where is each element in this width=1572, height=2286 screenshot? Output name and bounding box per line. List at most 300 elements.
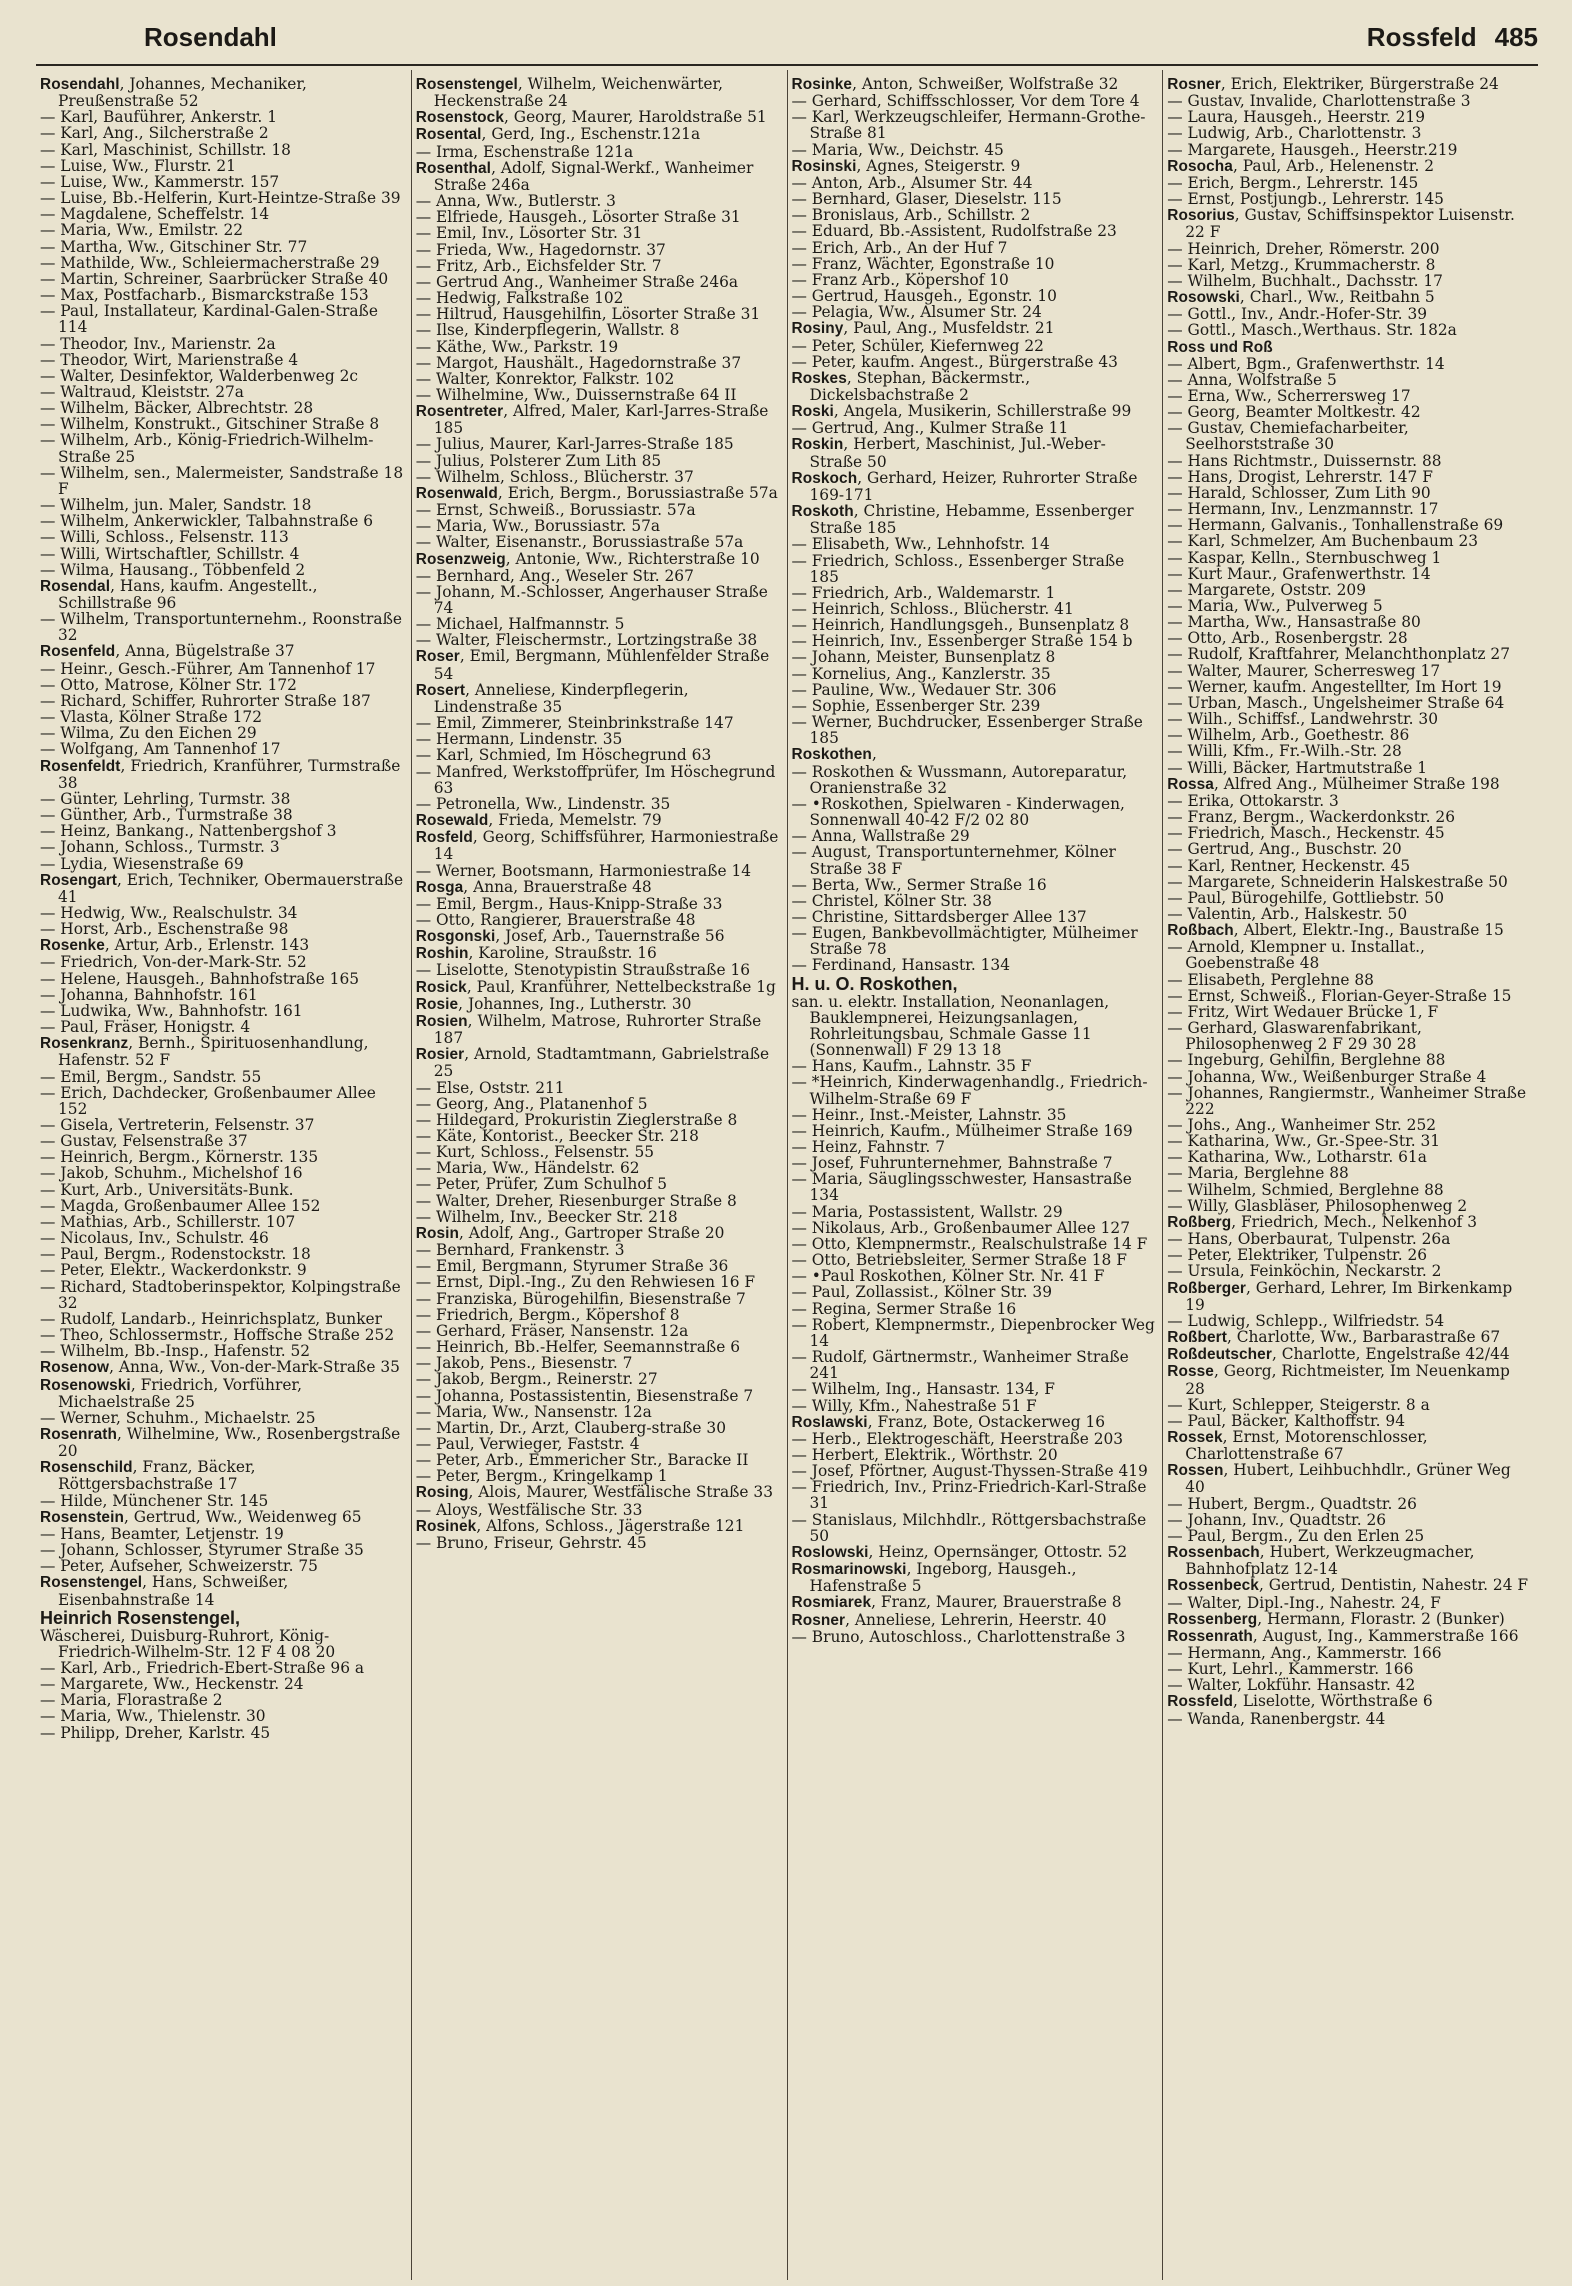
directory-entry: — Erich, Arb., An der Huf 7 xyxy=(791,238,1008,257)
directory-entry: — Maria, Ww., Deichstr. 45 xyxy=(791,140,1004,159)
directory-entry: — Maria, Säuglingsschwester, Hansastraße 134 xyxy=(791,1170,1132,1205)
directory-entry: — Martha, Ww., Hansastraße 80 xyxy=(1167,613,1421,632)
directory-entry: — Walter, Dreher, Riesenburger Straße 8 xyxy=(415,1191,737,1210)
directory-entry: — Paul, Verwieger, Faststr. 4 xyxy=(415,1434,640,1453)
directory-entry: — Gisela, Vertreterin, Felsenstr. 37 xyxy=(40,1116,315,1134)
directory-entry: — Wilhelm, Schloss., Blücherstr. 37 xyxy=(415,467,694,486)
column-2 xyxy=(412,70,788,2280)
directory-entry: — Rudolf, Landarb., Heinrichsplatz, Bunker xyxy=(40,1309,383,1328)
directory-entry: — Arnold, Klempner u. Installat., Goebenstraße 48 xyxy=(1167,938,1425,973)
directory-entry: — Peter, Arb., Emmericher Str., Baracke II xyxy=(415,1451,749,1470)
directory-entry: Rossenbeck, Gertrud, Dentistin, Nahestr. 24 F xyxy=(1167,1576,1529,1595)
directory-entry: Roser, Emil, Bergmann, Mühlenfelder Straße 54 xyxy=(415,647,770,683)
directory-entry: — Nikolaus, Arb., Großenbaumer Allee 127 xyxy=(791,1218,1131,1237)
directory-entry: Rosner, Erich, Elektriker, Bürgerstraße 24 xyxy=(1167,75,1499,93)
directory-entry: — Heinr., Gesch.-Führer, Am Tannenhof 17 xyxy=(40,659,376,678)
directory-entry: — Walter, Desinfektor, Walderbenweg 2c xyxy=(40,366,359,385)
directory-entry: — Magdalene, Scheffelstr. 14 xyxy=(40,205,270,224)
directory-entry: — Günter, Lehrling, Turmstr. 38 xyxy=(40,789,291,808)
directory-entry: — Sophie, Essenberger Str. 239 xyxy=(791,696,1041,715)
directory-entry: — Willy, Glasbläser, Philosophenweg 2 xyxy=(1167,1196,1468,1215)
directory-entry: — Theodor, Wirt, Marienstraße 4 xyxy=(40,350,299,369)
directory-entry: Roskoth, Christine, Hebamme, Essenberger Straße 185 xyxy=(791,502,1134,538)
directory-entry: — Hermann, Inv., Lenzmannstr. 17 xyxy=(1167,500,1439,519)
directory-entry: — Friedrich, Masch., Heckenstr. 45 xyxy=(1167,824,1445,843)
directory-entry: — Julius, Maurer, Karl-Jarres-Straße 185 xyxy=(415,435,734,454)
directory-entry: — Gerhard, Fräser, Nansenstr. 12a xyxy=(415,1321,689,1340)
directory-entry: — Wilhelm, Arb., Goethestr. 86 xyxy=(1167,726,1410,745)
directory-entry: — Horst, Arb., Eschenstraße 98 xyxy=(40,920,289,939)
directory-entry: — Jakob, Pens., Biesenstr. 7 xyxy=(415,1354,633,1373)
directory-entry: Rosocha, Paul, Arb., Helenenstr. 2 xyxy=(1167,156,1435,175)
directory-entry: — Karl, Arb., Friedrich-Ebert-Straße 96 a xyxy=(40,1659,365,1677)
directory-entry: — Peter, Elektriker, Tulpenstr. 26 xyxy=(1167,1246,1428,1265)
directory-entry: Rosier, Arnold, Stadtamtmann, Gabrielstraße 25 xyxy=(415,1045,770,1081)
directory-entry: — Franz Arb., Köpershof 10 xyxy=(791,270,1009,289)
directory-entry: — Wilma, Hausang., Többenfeld 2 xyxy=(40,560,306,579)
directory-entry: — Gerhard, Schiffsschlosser, Vor dem Tore 4 xyxy=(791,92,1140,111)
directory-entry: — Erna, Ww., Scherrersweg 17 xyxy=(1167,386,1411,405)
directory-entry: Rosenowski, Friedrich, Vorführer, Michaelstraße 25 xyxy=(40,1375,302,1411)
directory-entry: — Gertrud, Ang., Kulmer Straße 11 xyxy=(791,419,1069,438)
directory-entry: Rosenfeldt, Friedrich, Kranführer, Turmstraße 38 xyxy=(40,756,401,792)
directory-entry: — Margarete, Oststr. 209 xyxy=(1167,580,1367,599)
directory-entry: — Walter, Fleischermstr., Lortzingstraße 38 xyxy=(415,631,758,650)
directory-entry: — Werner, Schuhm., Michaelstr. 25 xyxy=(40,1408,316,1427)
directory-entry: — Petronella, Ww., Lindenstr. 35 xyxy=(415,794,671,813)
directory-entry: — Peter, kaufm. Angest., Bürgerstraße 43 xyxy=(791,352,1118,371)
directory-entry: — Heinrich, Bergm., Körnerstr. 135 xyxy=(40,1148,319,1167)
directory-entry: — Ludwig, Schlepp., Wilfriedstr. 54 xyxy=(1167,1311,1445,1330)
directory-entry: Roslawski, Franz, Bote, Ostackerweg 16 xyxy=(791,1412,1106,1431)
directory-entry: — Maria, Ww., Nansenstr. 12a xyxy=(415,1402,652,1421)
directory-entry: Rosin, Adolf, Ang., Gartroper Straße 20 xyxy=(415,1223,725,1242)
directory-entry: — Anton, Arb., Alsumer Str. 44 xyxy=(791,173,1033,192)
directory-entry: — Heinrich, Bb.-Helfer, Seemannstraße 6 xyxy=(415,1338,740,1357)
directory-entry: — Karl, Schmied, Im Höschegrund 63 xyxy=(415,746,712,765)
directory-entry: — Katharina, Ww., Gr.-Spee-Str. 31 xyxy=(1167,1132,1441,1151)
directory-entry: — Johann, Inv., Quadtstr. 26 xyxy=(1167,1510,1387,1529)
directory-entry: — Georg, Beamter Moltkestr. 42 xyxy=(1167,403,1421,422)
directory-entry: — Johanna, Postassistentin, Biesenstraße 7 xyxy=(415,1386,754,1405)
directory-entry: H. u. O. Roskothen, xyxy=(791,973,958,994)
directory-entry: — Theodor, Inv., Marienstr. 2a xyxy=(40,334,276,353)
directory-entry: — Kurt, Arb., Universitäts-Bunk. xyxy=(40,1180,294,1199)
directory-entry: — Heinrich, Dreher, Römerstr. 200 xyxy=(1167,239,1440,258)
directory-entry: — Peter, Schüler, Kiefernweg 22 xyxy=(791,336,1044,355)
directory-entry: — Vlasta, Kölner Straße 172 xyxy=(40,708,262,727)
directory-entry: — Urban, Masch., Ungelsheimer Straße 64 xyxy=(1167,693,1505,712)
directory-entry: — Paul, Zollassist., Kölner Str. 39 xyxy=(791,1283,1053,1302)
directory-entry: — Margarete, Ww., Heckenstr. 24 xyxy=(40,1675,304,1694)
directory-entry: Rosing, Alois, Maurer, Westfälische Straße 33 xyxy=(415,1483,773,1502)
directory-entry: Rosenrath, Wilhelmine, Ww., Rosenbergstraße 20 xyxy=(40,1424,401,1461)
directory-entry: — Bernhard, Glaser, Dieselstr. 115 xyxy=(791,190,1062,209)
directory-entry: — Luise, Ww., Kammerstr. 157 xyxy=(40,172,280,191)
directory-entry: Rosenkranz, Bernh., Spirituosenhandlung, Hafenstr. 52 F xyxy=(40,1034,369,1070)
directory-entry: — Bruno, Friseur, Gehrstr. 45 xyxy=(415,1533,647,1552)
directory-entry: — Franz, Bergm., Wackerdonkstr. 26 xyxy=(1167,808,1455,827)
directory-entry: Roßbert, Charlotte, Ww., Barbarastraße 67 xyxy=(1167,1328,1501,1347)
directory-entry: — Rudolf, Kraftfahrer, Melanchthonplatz 27 xyxy=(1167,645,1511,664)
directory-entry: Rosinke, Anton, Schweißer, Wolfstraße 32 xyxy=(791,75,1119,93)
directory-entry: — Walter, Eisenanstr., Borussiastraße 57a xyxy=(415,533,744,552)
directory-entry: — Eugen, Bankbevollmächtigter, Mülheimer Straße 78 xyxy=(791,924,1138,959)
directory-entry: Rosenthal, Adolf, Signal-Werkf., Wanheimer Straße 246a xyxy=(415,158,754,194)
directory-entry: Rosenzweig, Antonie, Ww., Richterstraße 10 xyxy=(415,549,760,568)
directory-entry: Rossa, Alfred Ang., Mülheimer Straße 198 xyxy=(1167,774,1500,793)
directory-entry: — Herb., Elektrogeschäft, Heerstraße 203 xyxy=(791,1429,1124,1448)
directory-entry: — Ernst, Dipl.-Ing., Zu den Rehwiesen 16 F xyxy=(415,1273,756,1292)
directory-entry: — Werner, Bootsmann, Harmoniestraße 14 xyxy=(415,861,752,880)
directory-entry: — Wilhelm, sen., Malermeister, Sandstraße 18 F xyxy=(40,463,404,498)
directory-entry: — Heinr., Inst.-Meister, Lahnstr. 35 xyxy=(791,1105,1067,1124)
directory-entry: Rosenstengel, Wilhelm, Weichenwärter, Heckenstraße 24 xyxy=(415,75,724,111)
directory-entry: Roßberg, Friedrich, Mech., Nelkenhof 3 xyxy=(1167,1212,1477,1231)
directory-entry: Rosenfeld, Anna, Bügelstraße 37 xyxy=(40,642,295,661)
directory-entry: — Luise, Ww., Flurstr. 21 xyxy=(40,156,236,175)
directory-entry: — Gerhard, Glaswarenfabrikant, Philosophenweg 2 F 29 30 28 xyxy=(1167,1019,1422,1054)
directory-entry: Rosenstein, Gertrud, Ww., Weidenweg 65 xyxy=(40,1507,362,1526)
directory-entry: — Anna, Wallstraße 29 xyxy=(791,827,970,846)
directory-entry: — Laura, Hausgeh., Heerstr. 219 xyxy=(1167,108,1426,127)
directory-entry: — Paul, Bergm., Rodenstockstr. 18 xyxy=(40,1245,311,1264)
directory-entry: Rosinski, Agnes, Steigerstr. 9 xyxy=(791,156,1021,175)
directory-entry: — •Roskothen, Spielwaren - Kinderwagen, Sonnenwall 40-42 F/2 02 80 xyxy=(791,794,1125,830)
directory-entry: — Magda, Großenbaumer Allee 152 xyxy=(40,1196,321,1215)
directory-entry: — Hans, Kaufm., Lahnstr. 35 F xyxy=(791,1057,1032,1076)
directory-entry: — Luise, Bb.-Helferin, Kurt-Heintze-Straße 39 xyxy=(40,189,401,208)
directory-entry: Rosenow, Anna, Ww., Von-der-Mark-Straße 35 xyxy=(40,1358,400,1377)
directory-entry: — Martin, Schreiner, Saarbrücker Straße 40 xyxy=(40,269,389,288)
directory-entry: — Ludwig, Arb., Charlottenstr. 3 xyxy=(1167,124,1422,143)
directory-entry: — Johs., Ang., Wanheimer Str. 252 xyxy=(1167,1116,1437,1134)
directory-entry: Rosien, Wilhelm, Matrose, Ruhrorter Straße 187 xyxy=(415,1011,762,1048)
directory-entry: — Karl, Ang., Silcherstraße 2 xyxy=(40,124,269,143)
directory-entry: — Gottl., Inv., Andr.-Hofer-Str. 39 xyxy=(1167,305,1428,324)
directory-entry: — Wanda, Ranenbergstr. 44 xyxy=(1167,1709,1386,1728)
directory-entry: Rossenberg, Hermann, Florastr. 2 (Bunker) xyxy=(1167,1609,1505,1628)
directory-entry: Rosengart, Erich, Techniker, Obermauerstraße 41 xyxy=(40,870,404,906)
directory-entry: — Richard, Stadtoberinspektor, Kolpingstraße 32 xyxy=(40,1277,401,1312)
directory-entry: — Paul, Bürogehilfe, Gottliebstr. 50 xyxy=(1167,888,1444,907)
directory-entry: — Johann, Schlosser, Styrumer Straße 35 xyxy=(40,1541,364,1560)
column-3 xyxy=(788,70,1164,2280)
directory-entry: — Hiltrud, Hausgehilfin, Lösorter Straße 31 xyxy=(415,305,761,324)
directory-entry: — Hans Richtmstr., Duissernstr. 88 xyxy=(1167,451,1442,470)
directory-entry: Roßbach, Albert, Elektr.-Ing., Baustraße 15 xyxy=(1167,921,1504,940)
directory-entry: — Kornelius, Ang., Kanzlerstr. 35 xyxy=(791,664,1051,683)
directory-entry: — Jakob, Schuhm., Michelshof 16 xyxy=(40,1164,303,1183)
directory-entry: — Maria, Ww., Pulverweg 5 xyxy=(1167,597,1383,615)
directory-entry: Rosner, Anneliese, Lehrerin, Heerstr. 40 xyxy=(791,1610,1107,1629)
directory-entry: — Robert, Klempnermstr., Diepenbrocker Weg 14 xyxy=(791,1315,1155,1350)
directory-entry: — Franziska, Bürogehilfin, Biesenstraße 7 xyxy=(415,1289,746,1308)
directory-entry: — Kaspar, Kelln., Sternbuschweg 1 xyxy=(1167,548,1442,567)
directory-entry: — Ingeburg, Gehilfin, Berglehne 88 xyxy=(1167,1051,1446,1070)
directory-entry: — Heinrich, Kaufm., Mülheimer Straße 169 xyxy=(791,1121,1133,1140)
directory-entry: — Hans, Drogist, Lehrerstr. 147 F xyxy=(1167,467,1433,486)
directory-entry: — Ilse, Kinderpflegerin, Wallstr. 8 xyxy=(415,321,680,340)
directory-entry: — Georg, Ang., Platanenhof 5 xyxy=(415,1094,648,1113)
directory-entry: — Bernhard, Ang., Weseler Str. 267 xyxy=(415,566,694,585)
directory-entry: — Johann, Schloss., Turmstr. 3 xyxy=(40,838,280,857)
directory-entry: — Helene, Hausgeh., Bahnhofstraße 165 xyxy=(40,969,360,988)
directory-entry: — Gertrud, Ang., Buschstr. 20 xyxy=(1167,840,1402,859)
directory-entry: — Paul, Bäcker, Kalthoffstr. 94 xyxy=(1167,1411,1405,1430)
directory-entry: — Kurt, Schloss., Felsenstr. 55 xyxy=(415,1143,655,1162)
directory-entry: — Margot, Haushält., Hagedornstraße 37 xyxy=(415,353,742,372)
directory-entry: — Else, Oststr. 211 xyxy=(415,1078,565,1097)
directory-entry: — Theo, Schlossermstr., Hoffsche Straße 252 xyxy=(40,1326,395,1345)
directory-entry: — Wilhelm, Schmied, Berglehne 88 xyxy=(1167,1180,1444,1199)
directory-entry: — Katharina, Ww., Lotharstr. 61a xyxy=(1167,1148,1427,1167)
directory-entry: — Max, Postfacharb., Bismarckstraße 153 xyxy=(40,286,369,305)
directory-entry: Rosendahl, Johannes, Mechaniker, Preußenstraße 52 xyxy=(40,75,307,111)
directory-entry: — Frieda, Ww., Hagedornstr. 37 xyxy=(415,240,666,259)
directory-entry: — Bronislaus, Arb., Schillstr. 2 xyxy=(791,206,1031,225)
directory-entry: — Anna, Ww., Butlerstr. 3 xyxy=(415,192,616,211)
directory-entry: — Johanna, Ww., Weißenburger Straße 4 xyxy=(1167,1067,1487,1086)
directory-entry: Roskes, Stephan, Bäckermstr., Dickelsbachstraße 2 xyxy=(791,368,1031,404)
directory-entry: Rosiny, Paul, Ang., Musfeldstr. 21 xyxy=(791,319,1055,338)
directory-entry: — Heinrich, Inv., Essenberger Straße 154 b xyxy=(791,632,1133,651)
directory-entry: — Franz, Wächter, Egonstraße 10 xyxy=(791,254,1055,273)
directory-entry: Roßberger, Gerhard, Lehrer, Im Birkenkamp 19 xyxy=(1167,1278,1513,1314)
directory-entry: — Otto, Rangierer, Brauerstraße 48 xyxy=(415,910,696,929)
directory-entry: Roski, Angela, Musikerin, Schillerstraße 99 xyxy=(791,402,1132,421)
directory-entry: Rosenke, Artur, Arb., Erlenstr. 143 xyxy=(40,936,310,955)
directory-entry: — Rudolf, Gärtnermstr., Wanheimer Straße 241 xyxy=(791,1348,1129,1383)
directory-entry: — Irma, Eschenstraße 121a xyxy=(415,142,634,161)
directory-entry: — Richard, Schiffer, Ruhrorter Straße 187 xyxy=(40,691,371,710)
page-header xyxy=(36,22,1538,62)
directory-entry: — Maria, Ww., Thielenstr. 30 xyxy=(40,1707,266,1726)
directory-entry: — Wilhelm, Buchhalt., Dachsstr. 17 xyxy=(1167,271,1443,290)
directory-entry: — Harald, Schlosser, Zum Lith 90 xyxy=(1167,483,1431,502)
directory-entry: — Karl, Bauführer, Ankerstr. 1 xyxy=(40,108,277,127)
directory-entry: Rosert, Anneliese, Kinderpflegerin, Lindenstraße 35 xyxy=(415,680,689,716)
directory-entry: Rosfeld, Georg, Schiffsführer, Harmoniestraße 14 xyxy=(415,828,779,864)
directory-entry: — Hubert, Bergm., Quadtstr. 26 xyxy=(1167,1494,1417,1513)
directory-entry: Rosse, Georg, Richtmeister, Im Neuenkamp 28 xyxy=(1167,1362,1510,1398)
directory-entry: — Wilma, Zu den Eichen 29 xyxy=(40,724,257,743)
directory-entry: — Johannes, Rangiermstr., Wanheimer Straße 222 xyxy=(1167,1083,1527,1118)
directory-entry: — Emil, Bergmann, Styrumer Straße 36 xyxy=(415,1257,729,1276)
header-right-keyword: Rossfeld xyxy=(1366,22,1477,52)
directory-entry: Rossenrath, August, Ing., Kammerstraße 166 xyxy=(1167,1626,1519,1645)
directory-entry: — Maria, Florastraße 2 xyxy=(40,1691,223,1710)
directory-entry: — •Paul Roskothen, Kölner Str. Nr. 41 F xyxy=(791,1267,1105,1286)
directory-entry: — Berta, Ww., Sermer Straße 16 xyxy=(791,875,1047,894)
directory-entry: — Emil, Bergm., Haus-Knipp-Straße 33 xyxy=(415,894,723,913)
directory-entry: — Paul, Installateur, Kardinal-Galen-Straße 114 xyxy=(40,302,378,337)
directory-entry: — Willi, Schloss., Felsenstr. 113 xyxy=(40,528,289,547)
directory-entry: — Elisabeth, Perglehne 88 xyxy=(1167,970,1374,989)
directory-entry: Rosmiarek, Franz, Maurer, Brauerstraße 8 xyxy=(791,1593,1122,1612)
directory-entry: — Walter, Lokführ. Hansastr. 42 xyxy=(1167,1676,1416,1695)
directory-entry: — Karl, Schmelzer, Am Buchenbaum 23 xyxy=(1167,532,1479,551)
directory-entry: — Johanna, Bahnhofstr. 161 xyxy=(40,985,258,1004)
directory-entry: Rosga, Anna, Brauerstraße 48 xyxy=(415,877,652,896)
directory-entry: Rossek, Ernst, Motorenschlosser, Charlottenstraße 67 xyxy=(1167,1427,1428,1464)
directory-entry: — Manfred, Werkstoffprüfer, Im Höschegrund 63 xyxy=(415,762,776,797)
directory-entry: — Maria, Ww., Emilstr. 22 xyxy=(40,221,244,240)
directory-entry: Rosenstock, Georg, Maurer, Haroldstraße 51 xyxy=(415,108,767,127)
directory-entry: Rosental, Gerd, Ing., Eschenstr.121a xyxy=(415,125,701,144)
directory-entry: — Ferdinand, Hansastr. 134 xyxy=(791,956,1010,975)
directory-entry: Heinrich Rosenstengel, xyxy=(40,1607,241,1628)
directory-entry: — Elfriede, Hausgeh., Lösorter Straße 31 xyxy=(415,208,741,227)
directory-entry: — Elisabeth, Ww., Lehnhofstr. 14 xyxy=(791,535,1050,554)
directory-entry: — Kurt Maur., Grafenwerthstr. 14 xyxy=(1167,564,1431,583)
directory-entry: Rosgonski, Josef, Arb., Tauernstraße 56 xyxy=(415,927,725,946)
directory-entry: — Friedrich, Bergm., Köpershof 8 xyxy=(415,1305,680,1324)
directory-entry: — Margarete, Hausgeh., Heerstr.219 xyxy=(1167,140,1458,159)
directory-entry: — Hans, Beamter, Letjenstr. 19 xyxy=(40,1524,284,1543)
directory-entry: Rosendal, Hans, kaufm. Angestellt., Schillstraße 96 xyxy=(40,576,318,612)
directory-entry: — Johann, M.-Schlosser, Angerhauser Straße 74 xyxy=(415,582,768,617)
directory-entry: — Otto, Klempnermstr., Realschulstraße 14 F xyxy=(791,1234,1148,1253)
directory-entry: — Regina, Sermer Straße 16 xyxy=(791,1299,1017,1318)
directory-entry: — Gustav, Chemiefacharbeiter, Seelhorststraße 30 xyxy=(1167,419,1409,454)
directory-entry: Rosenstengel, Hans, Schweißer, Eisenbahnstraße 14 xyxy=(40,1573,289,1609)
directory-entry: — Käte, Kontorist., Beecker Str. 218 xyxy=(415,1127,699,1145)
directory-entry: — Willi, Kfm., Fr.-Wilh.-Str. 28 xyxy=(1167,742,1402,761)
directory-entry: — Heinz, Fahnstr. 7 xyxy=(791,1138,945,1156)
directory-entry: — Roskothen & Wussmann, Autoreparatur, Oranienstraße 32 xyxy=(791,762,1128,797)
directory-entry: — Lydia, Wiesenstraße 69 xyxy=(40,854,244,873)
directory-entry: — Gertrud, Hausgeh., Egonstr. 10 xyxy=(791,287,1057,306)
directory-entry: — Willi, Wirtschaftler, Schillstr. 4 xyxy=(40,544,300,563)
directory-entry: — Wilhelmine, Ww., Duissernstraße 64 II xyxy=(415,385,737,404)
directory-entry: — Karl, Werkzeugschleifer, Hermann-Grothe-Straße 81 xyxy=(791,108,1146,143)
directory-entry: — Hedwig, Falkstraße 102 xyxy=(415,289,624,308)
directory-entry: — Paul, Fräser, Honigstr. 4 xyxy=(40,1018,251,1037)
directory-entry: Rosorius, Gustav, Schiffsinspektor Luisenstr. 22 F xyxy=(1167,206,1515,242)
directory-entry: — Wilhelm, Bb.-Insp., Hafenstr. 52 xyxy=(40,1342,311,1361)
directory-entry: Rosick, Paul, Kranführer, Nettelbeckstraße 1g xyxy=(415,977,776,996)
directory-entry: san. u. elektr. Installation, Neonanlagen, Bauklempnerei, Heizungsanlagen, Rohrleitungsbau, Schmale Gasse 11 (Sonnenwall) F 29 13 18 xyxy=(791,992,1110,1060)
directory-entry: Roskin, Herbert, Maschinist, Jul.-Weber-Straße 50 xyxy=(791,435,1106,471)
directory-entry: — Werner, kaufm. Angestellter, Im Hort 19 xyxy=(1167,677,1502,696)
directory-entry: Rossenbach, Hubert, Werkzeugmacher, Bahnhofplatz 12-14 xyxy=(1167,1543,1475,1579)
directory-entry: — Käthe, Ww., Parkstr. 19 xyxy=(415,337,619,356)
directory-entry: — Wilhelm, Bäcker, Albrechtstr. 28 xyxy=(40,399,314,418)
directory-entry: — Erich, Bergm., Lehrerstr. 145 xyxy=(1167,173,1419,192)
directory-entry: — Pelagia, Ww., Alsumer Str. 24 xyxy=(791,303,1042,322)
directory-entry: Roslowski, Heinz, Opernsänger, Ottostr. 52 xyxy=(791,1542,1128,1561)
directory-entry: — Emil, Bergm., Sandstr. 55 xyxy=(40,1067,262,1086)
directory-entry: Roshin, Karoline, Straußstr. 16 xyxy=(415,944,657,963)
directory-entry: — Günther, Arb., Turmstraße 38 xyxy=(40,806,293,825)
directory-entry: — Wolfgang, Am Tannenhof 17 xyxy=(40,740,281,759)
directory-entry: — Christine, Sittardsberger Allee 137 xyxy=(791,907,1087,926)
directory-entry: — Ernst, Schweiß., Borussiastr. 57a xyxy=(415,501,696,520)
directory-entry: — Otto, Matrose, Kölner Str. 172 xyxy=(40,675,297,694)
directory-entry: — Peter, Aufseher, Schweizerstr. 75 xyxy=(40,1557,318,1576)
directory-entry: — Nicolaus, Inv., Schulstr. 46 xyxy=(40,1229,269,1248)
directory-entry: — Mathilde, Ww., Schleiermacherstraße 29 xyxy=(40,253,380,272)
directory-entry: Rossen, Hubert, Leihbuchhdlr., Grüner Weg 40 xyxy=(1167,1461,1511,1497)
directory-entry: — Eduard, Bb.-Assistent, Rudolfstraße 23 xyxy=(791,222,1117,241)
directory-entry: — Fritz, Arb., Eichsfelder Str. 7 xyxy=(415,256,662,275)
directory-entry: Roßdeutscher, Charlotte, Engelstraße 42/44 xyxy=(1167,1345,1510,1364)
directory-entry: — Herbert, Elektrik., Wörthstr. 20 xyxy=(791,1445,1058,1464)
directory-entry: — Anna, Wolfstraße 5 xyxy=(1167,370,1337,389)
directory-entry: — Werner, Buchdrucker, Essenberger Straße 185 xyxy=(791,713,1143,748)
directory-entry: — Peter, Bergm., Kringelkamp 1 xyxy=(415,1467,668,1486)
directory-entry: — Paul, Bergm., Zu den Erlen 25 xyxy=(1167,1526,1425,1545)
directory-entry: — Ludwika, Ww., Bahnhofstr. 161 xyxy=(40,1001,303,1020)
directory-entry: — Ernst, Schweiß., Florian-Geyer-Straße 15 xyxy=(1167,986,1512,1005)
directory-entry: — Gustav, Felsenstraße 37 xyxy=(40,1132,248,1151)
directory-entry: — Aloys, Westfälische Str. 33 xyxy=(415,1500,643,1519)
directory-entry: — Hans, Oberbaurat, Tulpenstr. 26a xyxy=(1167,1230,1451,1249)
directory-entry: Rosenschild, Franz, Bäcker, Röttgersbachstraße 17 xyxy=(40,1458,256,1494)
column-4 xyxy=(1163,70,1538,2280)
directory-entry: — Wilhelm, Ing., Hansastr. 134, F xyxy=(791,1380,1055,1399)
directory-entry: — Wilhelm, Arb., König-Friedrich-Wilhelm-Straße 25 xyxy=(40,431,374,466)
header-right xyxy=(1367,22,1538,53)
directory-entry: — Bruno, Autoschloss., Charlottenstraße 3 xyxy=(791,1627,1126,1646)
directory-entry: — Friedrich, Inv., Prinz-Friedrich-Karl-Straße 31 xyxy=(791,1478,1147,1513)
directory-entry: — Johann, Meister, Bunsenplatz 8 xyxy=(791,648,1056,667)
directory-entry: — Waltraud, Kleiststr. 27a xyxy=(40,382,244,401)
directory-entry: — Karl, Metzg., Krummacherstr. 8 xyxy=(1167,255,1436,274)
directory-entry: Rosentreter, Alfred, Maler, Karl-Jarres-Straße 185 xyxy=(415,402,769,438)
directory-entry: — Otto, Betriebsleiter, Sermer Straße 18 F xyxy=(791,1251,1127,1270)
directory-entry: Rosinek, Alfons, Schloss., Jägerstraße 121 xyxy=(415,1516,745,1535)
directory-entry: Wäscherei, Duisburg-Ruhrort, König-Friedrich-Wilhelm-Str. 12 F 4 08 20 xyxy=(40,1626,336,1661)
directory-entry: — Gustav, Invalide, Charlottenstraße 3 xyxy=(1167,92,1471,111)
directory-entry: Roskothen, xyxy=(791,745,877,764)
directory-entry: — Ernst, Postjungb., Lehrerstr. 145 xyxy=(1167,190,1444,209)
directory-entry: — *Heinrich, Kinderwagenhandlg., Friedrich-Wilhelm-Straße 69 F xyxy=(791,1073,1148,1108)
directory-entry: — Erich, Dachdecker, Großenbaumer Allee 152 xyxy=(40,1083,376,1118)
directory-entry: — Maria, Postassistent, Wallstr. 29 xyxy=(791,1202,1063,1221)
directory-entry: Rosmarinowski, Ingeborg, Hausgeh., Hafenstraße 5 xyxy=(791,1560,1077,1596)
directory-entry: — Maria, Ww., Borussiastr. 57a xyxy=(415,517,661,536)
directory-entry: — Willy, Kfm., Nahestraße 51 F xyxy=(791,1396,1037,1415)
directory-entry: — Friedrich, Von-der-Mark-Str. 52 xyxy=(40,953,307,972)
directory-entry: Rosenwald, Erich, Bergm., Borussiastraße 57a xyxy=(415,483,778,502)
directory-entry: — Friedrich, Schloss., Essenberger Straße 185 xyxy=(791,551,1125,586)
directory-entry: — Gottl., Masch.,Werthaus. Str. 182a xyxy=(1167,321,1457,340)
directory-entry: — Fritz, Wirt Wedauer Brücke 1, F xyxy=(1167,1002,1439,1021)
directory-entry: — Hermann, Galvanis., Tonhallenstraße 69 xyxy=(1167,516,1504,535)
directory-entry: — Christel, Kölner Str. 38 xyxy=(791,891,992,910)
directory-entry: — Friedrich, Arb., Waldemarstr. 1 xyxy=(791,583,1056,602)
directory-entry: Roskoch, Gerhard, Heizer, Ruhrorter Straße 169-171 xyxy=(791,468,1138,504)
directory-entry: — Heinrich, Handlungsgeh., Bunsenplatz 8 xyxy=(791,616,1130,635)
directory-entry: — Philipp, Dreher, Karlstr. 45 xyxy=(40,1723,271,1742)
directory-entry: Rosewald, Frieda, Memelstr. 79 xyxy=(415,811,662,830)
directory-entry: — Kurt, Lehrl., Kammerstr. 166 xyxy=(1167,1660,1414,1679)
columns xyxy=(36,70,1538,2280)
directory-entry: — Otto, Arb., Rosenbergstr. 28 xyxy=(1167,629,1408,648)
directory-entry: — Peter, Elektr., Wackerdonkstr. 9 xyxy=(40,1261,307,1280)
column-1 xyxy=(36,70,412,2280)
directory-entry: — Walter, Maurer, Scherresweg 17 xyxy=(1167,661,1441,680)
directory-entry: — Maria, Ww., Händelstr. 62 xyxy=(415,1159,640,1178)
header-rule xyxy=(36,64,1538,66)
directory-entry: Rosowski, Charl., Ww., Reitbahn 5 xyxy=(1167,288,1435,307)
directory-entry: — Hilde, Münchener Str. 145 xyxy=(40,1491,269,1510)
directory-entry: — Jakob, Bergm., Reinerstr. 27 xyxy=(415,1370,658,1389)
directory-entry: — Emil, Inv., Lösorter Str. 31 xyxy=(415,224,643,243)
directory-entry: — Willi, Bäcker, Hartmutstraße 1 xyxy=(1167,758,1428,777)
